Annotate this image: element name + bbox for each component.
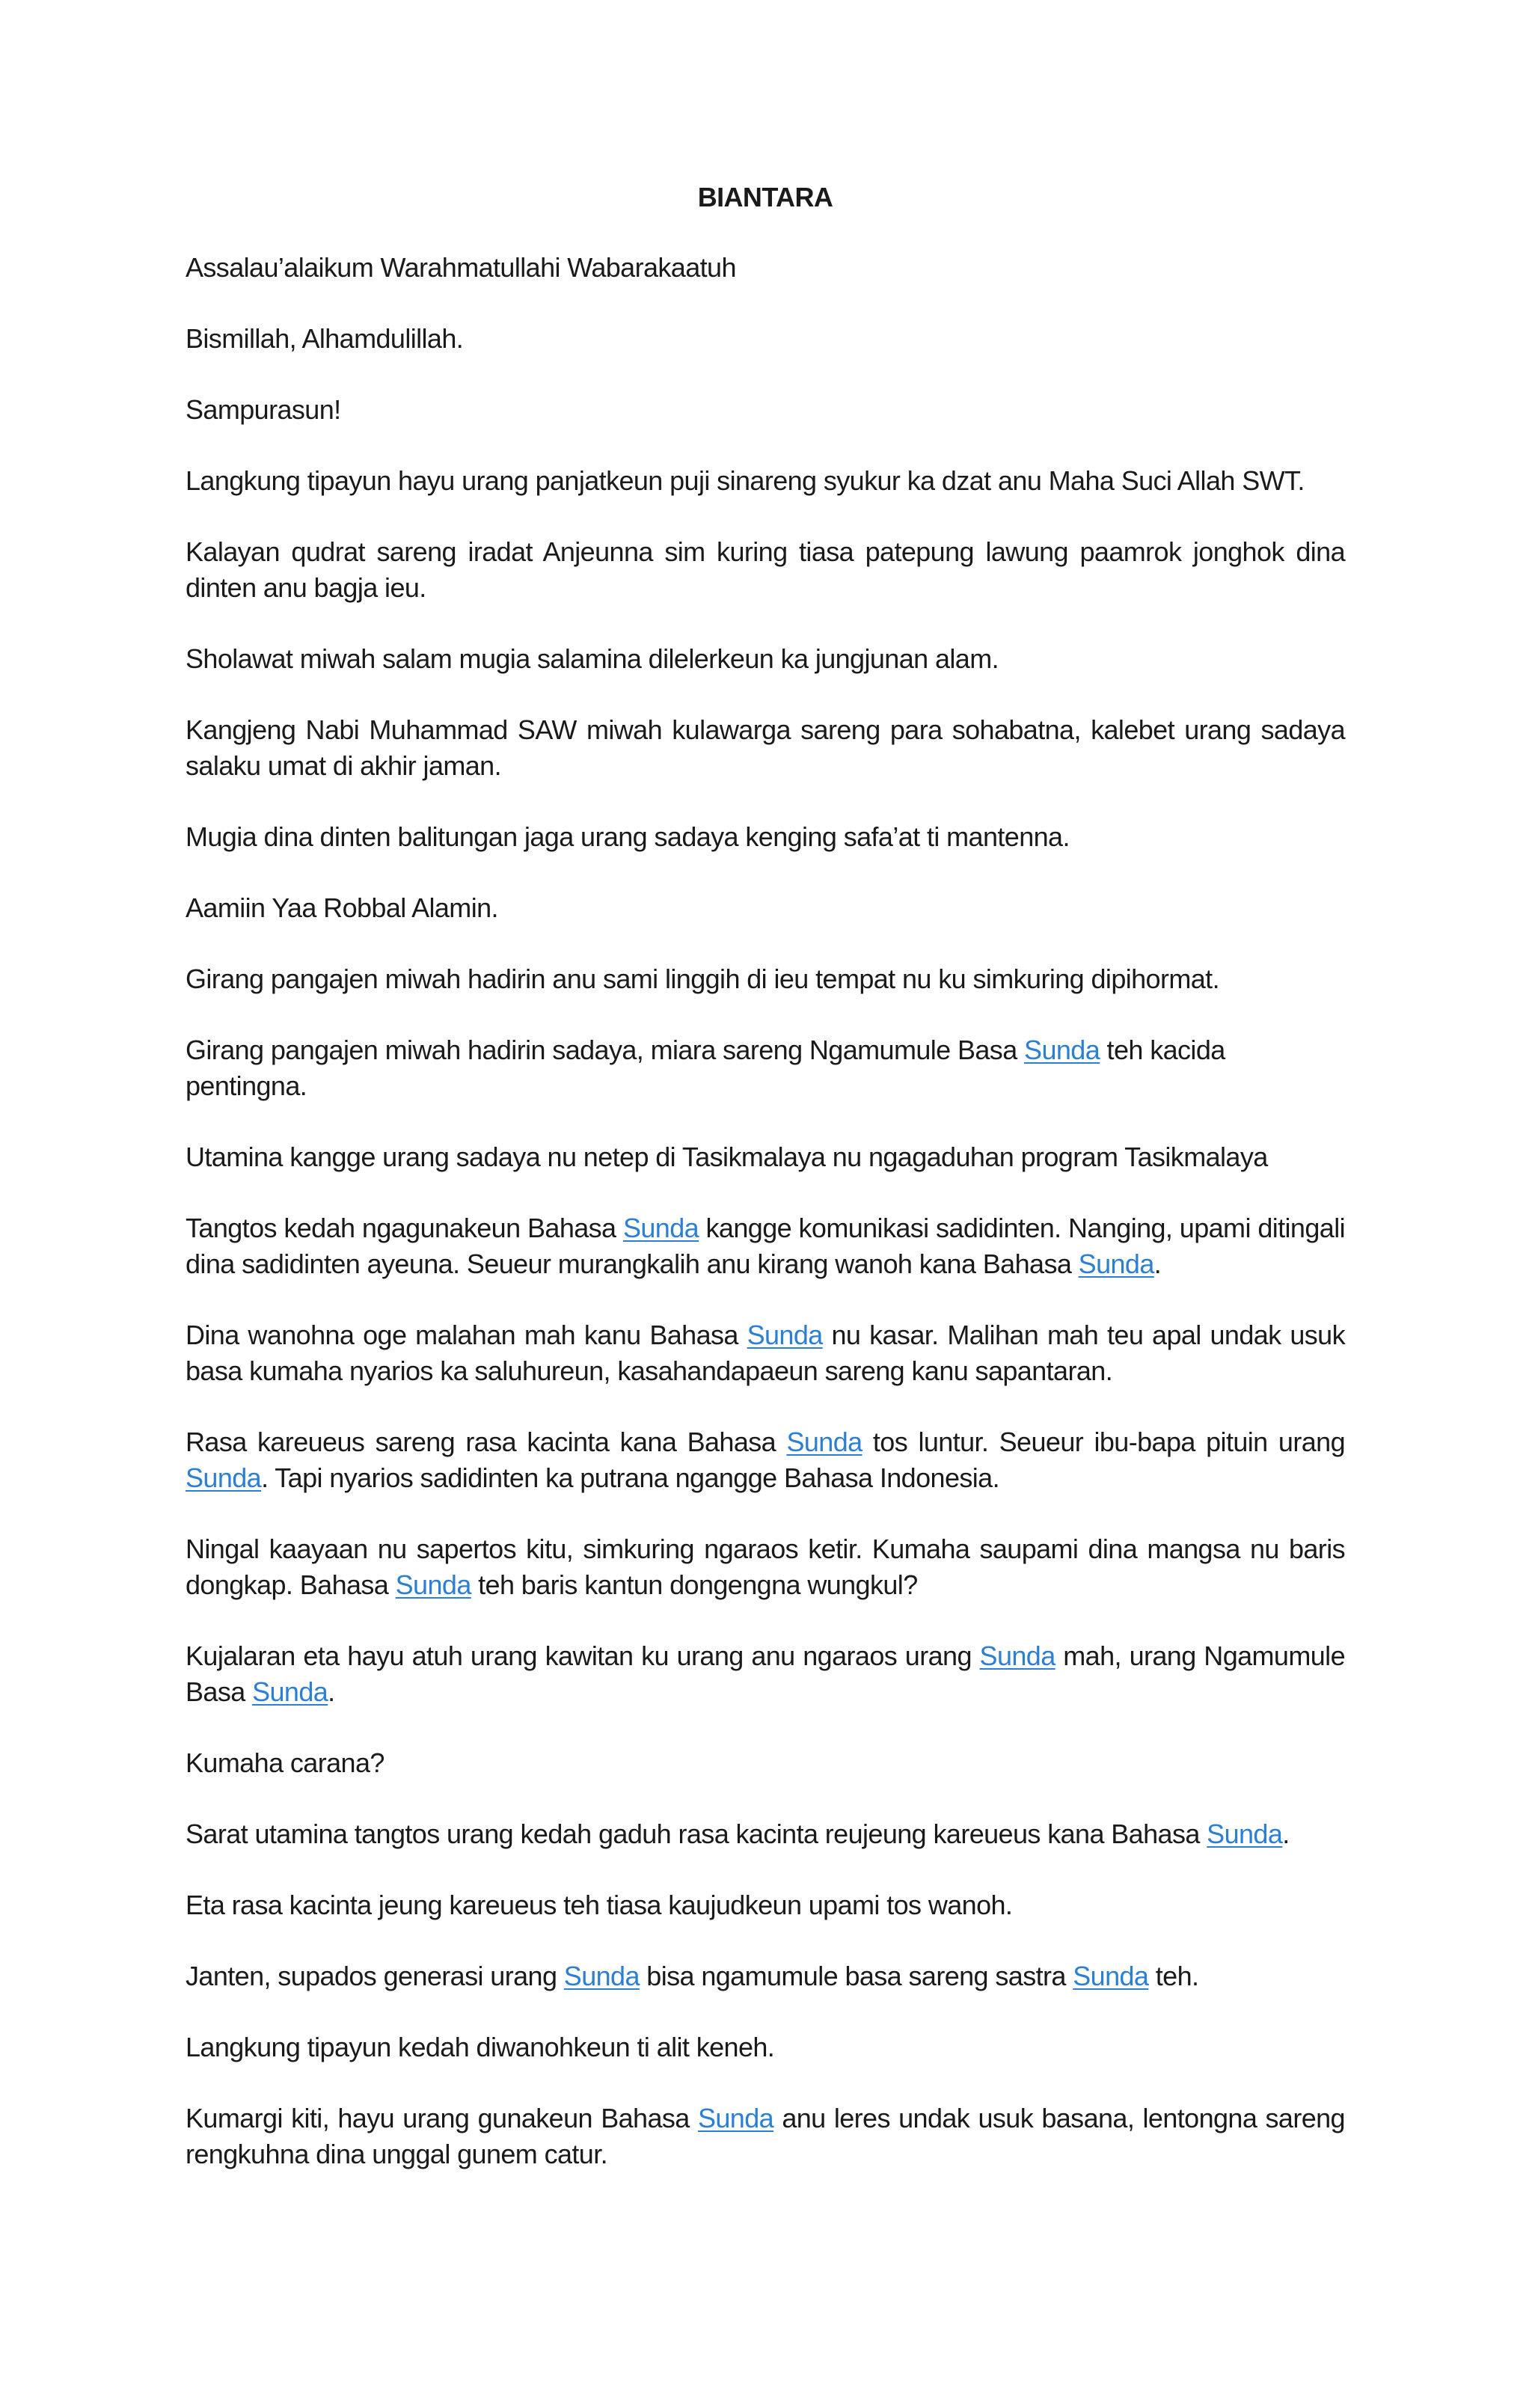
paragraph [186, 819, 1345, 855]
paragraph-text: Kumargi kiti, hayu urang gunakeun Bahasa [186, 2103, 698, 2133]
paragraph [186, 2029, 1345, 2065]
sunda-link[interactable]: Sunda [395, 1569, 471, 1600]
sunda-link[interactable]: Sunda [622, 1213, 699, 1243]
sunda-link[interactable]: Sunda [786, 1427, 862, 1457]
paragraph [186, 1816, 1345, 1852]
paragraph-text: Girang pangajen miwah hadirin anu sami linggih di ieu tempat nu ku simkuring dipihormat. [186, 963, 1219, 994]
paragraph-text: mah, urang Ngamumule Basa [186, 1640, 1345, 1707]
paragraph-text: bisa ngamumule basa sareng sastra [639, 1961, 1073, 1991]
paragraph [186, 1958, 1345, 1994]
paragraph [186, 1887, 1345, 1923]
paragraph-text: . Tapi nyarios sadidinten ka putrana ngangge Bahasa Indonesia. [261, 1462, 999, 1493]
paragraph-text: Sarat utamina tangtos urang kedah gaduh rasa kacinta reujeung kareueus kana Bahasa [186, 1819, 1207, 1849]
paragraph-text: Utamina kangge urang sadaya nu netep di Tasikmalaya nu ngagaduhan program Tasikmalaya [186, 1142, 1268, 1172]
paragraph [186, 463, 1345, 499]
paragraph-text: kangge komunikasi sadidinten. Nanging, upami ditingali dina sadidinten ayeuna. Seueur murangkalih anu kirang wanoh kana Bahasa [186, 1213, 1345, 1279]
sunda-link[interactable]: Sunda [697, 2103, 774, 2133]
paragraph [186, 1317, 1345, 1389]
paragraph-text: Sholawat miwah salam mugia salamina dilelerkeun ka jungjunan alam. [186, 643, 999, 674]
paragraph-text: Janten, supados generasi urang [186, 1961, 564, 1991]
document-title: BIANTARA [697, 182, 833, 212]
paragraph-text: teh kacida pentingna. [186, 1035, 1225, 1101]
paragraph-text: . [1282, 1819, 1290, 1849]
paragraph-text: Bismillah, Alhamdulillah. [186, 323, 464, 354]
paragraph-text: Kujalaran eta hayu atuh urang kawitan ku urang anu ngaraos urang [186, 1640, 980, 1671]
document-body [186, 180, 1345, 2208]
paragraph [186, 1210, 1345, 1282]
paragraph-text: . [328, 1676, 335, 1707]
paragraph-text: nu kasar. Malihan mah teu apal undak usuk basa kumaha nyarios ka saluhureun, kasahandapaeun sareng kanu sapantaran. [186, 1320, 1345, 1386]
paragraph-text: teh. [1148, 1961, 1199, 1991]
paragraph [186, 2101, 1345, 2172]
paragraph [186, 641, 1345, 677]
paragraph [186, 890, 1345, 926]
paragraph [186, 1032, 1345, 1104]
sunda-link[interactable]: Sunda [1207, 1819, 1283, 1849]
paragraph [186, 961, 1345, 997]
paragraph [186, 1638, 1345, 1710]
paragraph-list [186, 250, 1345, 2172]
paragraph-text: Tangtos kedah ngagunakeun Bahasa [186, 1213, 623, 1243]
paragraph-text: Kumaha carana? [186, 1747, 384, 1778]
paragraph-text: Assalau’alaikum Warahmatullahi Wabarakaatuh [186, 252, 736, 283]
paragraph [186, 1531, 1345, 1603]
paragraph-text: anu leres undak usuk basana, lentongna sareng rengkuhna dina unggal gunem catur. [186, 2103, 1345, 2169]
paragraph-text: Kalayan qudrat sareng iradat Anjeunna sim kuring tiasa patepung lawung paamrok jonghok dina dinten anu bagja ieu. [186, 536, 1345, 603]
paragraph-text: teh baris kantun dongengna wungkul? [471, 1569, 918, 1600]
paragraph-text: Sampurasun! [186, 394, 341, 425]
paragraph-text: Langkung tipayun hayu urang panjatkeun puji sinareng syukur ka dzat anu Maha Suci Allah SWT. [186, 465, 1305, 496]
paragraph [186, 534, 1345, 606]
paragraph-text: Aamiin Yaa Robbal Alamin. [186, 892, 498, 923]
paragraph [186, 712, 1345, 784]
sunda-link[interactable]: Sunda [1024, 1035, 1100, 1065]
paragraph [186, 392, 1345, 428]
sunda-link[interactable]: Sunda [563, 1961, 640, 1991]
sunda-link[interactable]: Sunda [1073, 1961, 1149, 1991]
paragraph [186, 1745, 1345, 1781]
sunda-link[interactable]: Sunda [186, 1462, 262, 1493]
sunda-link[interactable]: Sunda [252, 1676, 328, 1707]
paragraph-text: Langkung tipayun kedah diwanohkeun ti alit keneh. [186, 2032, 775, 2062]
paragraph-text: Ningal kaayaan nu sapertos kitu, simkuring ngaraos ketir. Kumaha saupami dina mangsa nu baris dongkap. Bahasa [186, 1534, 1345, 1600]
paragraph-text: Eta rasa kacinta jeung kareueus teh tiasa kaujudkeun upami tos wanoh. [186, 1890, 1013, 1920]
paragraph-text: Rasa kareueus sareng rasa kacinta kana Bahasa [186, 1427, 787, 1457]
sunda-link[interactable]: Sunda [979, 1640, 1055, 1671]
paragraph-text: Kangjeng Nabi Muhammad SAW miwah kulawarga sareng para sohabatna, kalebet urang sadaya salaku umat di akhir jaman. [186, 714, 1345, 781]
paragraph-text: Mugia dina dinten balitungan jaga urang sadaya kenging safa’at ti mantenna. [186, 821, 1070, 852]
paragraph-text: . [1153, 1249, 1162, 1279]
paragraph-text: tos luntur. Seueur ibu-bapa pituin urang [862, 1427, 1345, 1457]
paragraph-text: Dina wanohna oge malahan mah kanu Bahasa [186, 1320, 747, 1350]
paragraph [186, 1424, 1345, 1496]
paragraph-text: Girang pangajen miwah hadirin sadaya, miara sareng Ngamumule Basa [186, 1035, 1025, 1065]
paragraph [186, 321, 1345, 357]
paragraph [186, 1139, 1345, 1175]
sunda-link[interactable]: Sunda [1078, 1249, 1154, 1279]
paragraph [186, 250, 1345, 286]
sunda-link[interactable]: Sunda [747, 1320, 823, 1350]
